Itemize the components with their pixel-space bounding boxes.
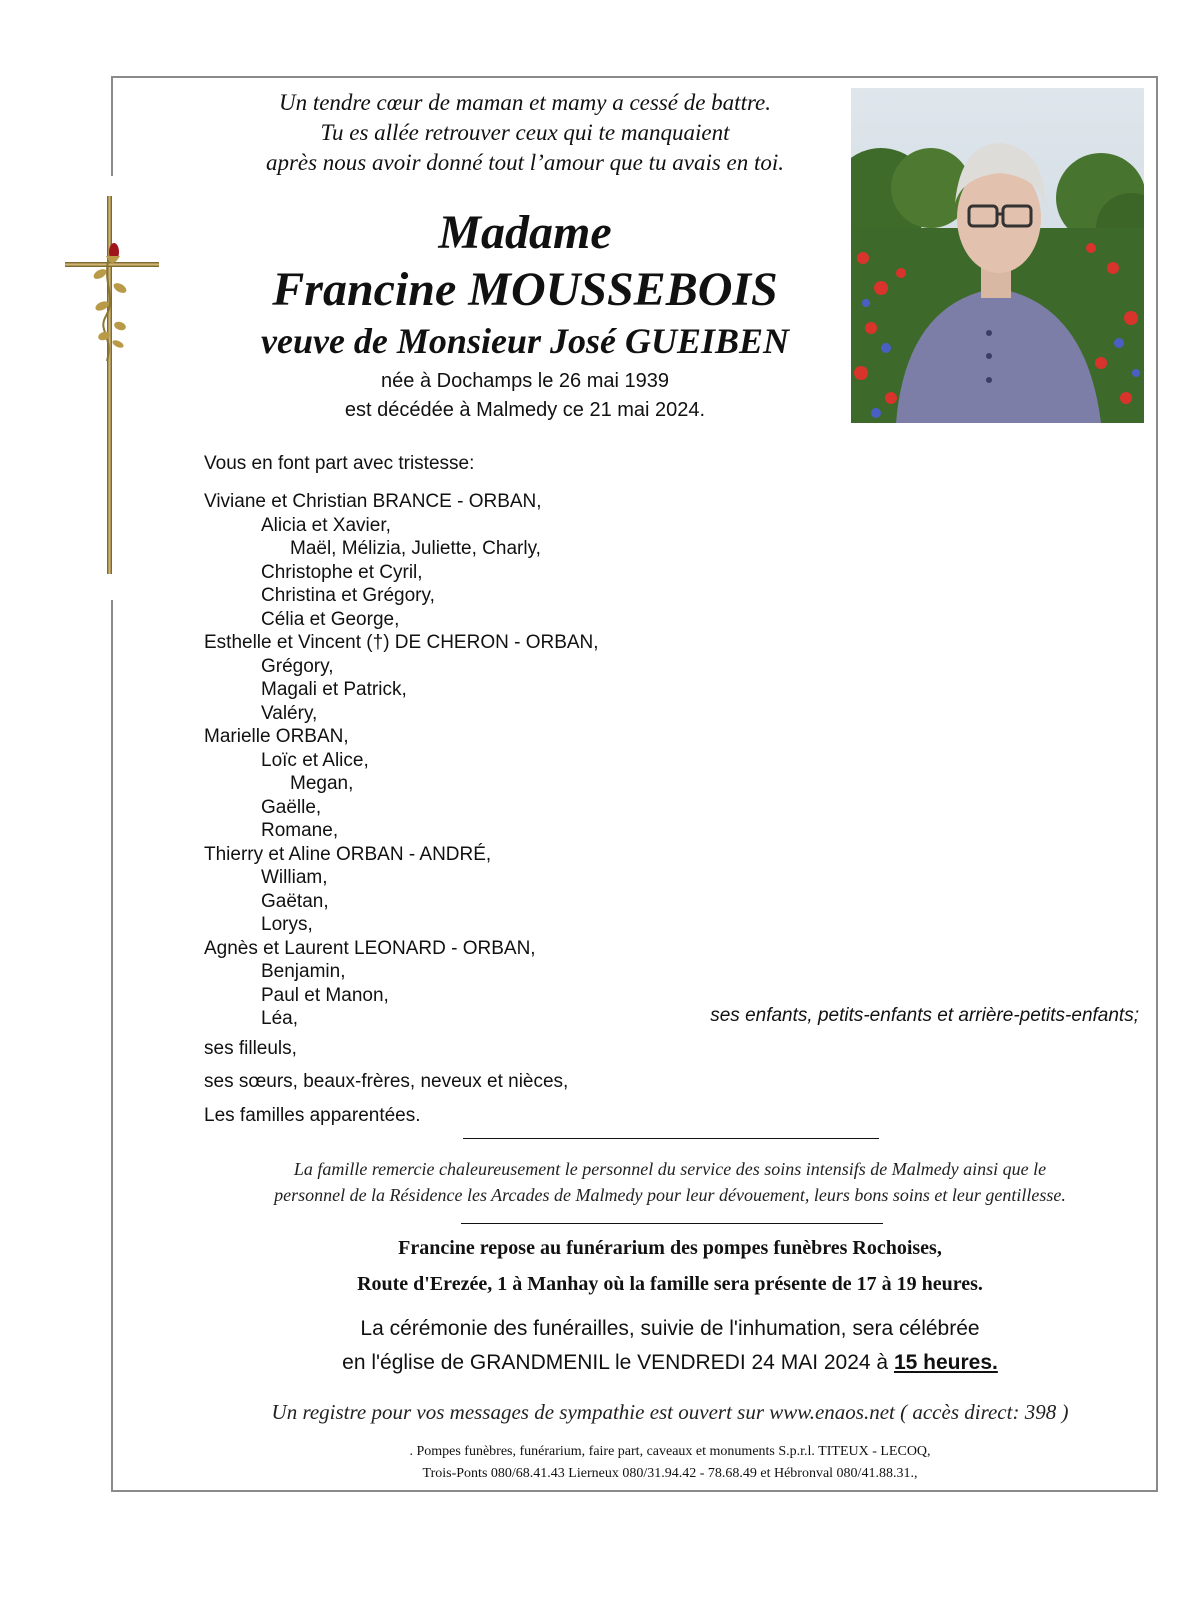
family-member-line: Maël, Mélizia, Juliette, Charly, [290, 538, 541, 559]
footer-line: . Pompes funèbres, funérarium, faire part, caveaux et monuments S.p.r.l. TITEUX - LECOQ, [409, 1444, 931, 1459]
family-member-line: Marielle ORBAN, [204, 726, 349, 747]
family-member-line: Gaëlle, [261, 796, 322, 818]
birth-line: née à Dochamps le 26 mai 1939 [381, 370, 669, 392]
family-caption: ses enfants, petits-enfants et arrière-petits-enfants; [710, 1005, 1139, 1026]
family-member-line: Loïc et Alice, [261, 749, 369, 771]
family-member-line: Gaëtan, [261, 890, 329, 912]
family-member-line: Megan, [290, 773, 354, 794]
frame-bottom-border [111, 1490, 1158, 1492]
ceremony-date-text: en l'église de GRANDMENIL le VENDREDI 24 MAI 2024 à [342, 1351, 894, 1374]
widow-of: veuve de Monsieur José GUEIBEN [261, 321, 789, 361]
family-member-line: Romane, [261, 820, 339, 841]
poem-line: Tu es allée retrouver ceux qui te manquaient [320, 120, 730, 145]
extra-line-siblings: ses sœurs, beaux-frères, neveux et nièces, [204, 1071, 569, 1092]
family-list [204, 490, 599, 1031]
family-member-line: Magali et Patrick, [261, 679, 407, 700]
family-member-line: Benjamin, [261, 961, 346, 982]
portrait-photo [851, 88, 1144, 423]
thanks-text [170, 1156, 1170, 1208]
family-member-line: Alicia et Xavier, [261, 514, 391, 536]
frame-left-border-top [111, 76, 113, 176]
dates [200, 367, 850, 425]
family-member-line: Paul et Manon, [261, 984, 389, 1006]
family-member-line: Viviane et Christian BRANCE - ORBAN, [204, 491, 542, 512]
death-line: est décédée à Malmedy ce 21 mai 2024. [344, 399, 706, 421]
cross-with-rose-icon [62, 196, 162, 576]
deceased-name-block [170, 205, 880, 363]
ceremony-line: La cérémonie des funérailles, suivie de l'inhumation, sera célébrée [360, 1317, 980, 1340]
poem [200, 88, 850, 178]
divider [461, 1223, 883, 1224]
family-member-line: William, [261, 867, 328, 888]
family-member-line: Célia et George, [261, 608, 400, 630]
frame-left-border-bottom [111, 600, 113, 1492]
family-member-line: Léa, [261, 1008, 298, 1029]
footer-line: Trois-Ponts 080/68.41.43 Lierneux 080/31.94.42 - 78.68.49 et Hébronval 080/41.88.31., [422, 1466, 918, 1481]
family-member-line: Thierry et Aline ORBAN - ANDRÉ, [204, 843, 492, 865]
condolence-register-text: Un registre pour vos messages de sympathie est ouvert sur www.enaos.net ( accès direct: 398 ) [271, 1400, 1069, 1424]
ceremony-hour: 15 heures. [893, 1351, 998, 1374]
ceremony-line [170, 1346, 1170, 1380]
poem-line: Un tendre cœur de maman et mamy a cessé de battre. [278, 90, 772, 115]
title: Madame [438, 206, 612, 259]
funerarium-line: Francine repose au funérarium des pompes funèbres Rochoises, [398, 1237, 942, 1259]
family-member-line: Lorys, [261, 914, 313, 935]
funerarium-info [170, 1230, 1170, 1302]
family-member-line: Christophe et Cyril, [261, 561, 423, 583]
family-member-line: Esthelle et Vincent (†) DE CHERON - ORBAN, [204, 632, 599, 653]
thanks-line: personnel de la Résidence les Arcades de Malmedy pour leur dévouement, leurs bons soins et leur gentillesse. [274, 1185, 1066, 1205]
thanks-line: La famille remercie chaleureusement le personnel du service des soins intensifs de Malmedy ainsi que le [293, 1159, 1047, 1179]
frame-top-border [111, 76, 1158, 78]
family-member-line: Agnès et Laurent LEONARD - ORBAN, [204, 937, 536, 959]
intro-text: Vous en font part avec tristesse: [204, 453, 475, 474]
deceased-name: Francine MOUSSEBOIS [272, 263, 778, 316]
family-member-line: Christina et Grégory, [261, 585, 435, 606]
ceremony-info [170, 1312, 1170, 1380]
funerarium-line: Route d'Erezée, 1 à Manhay où la famille sera présente de 17 à 19 heures. [357, 1273, 983, 1295]
poem-line: après nous avoir donné tout l’amour que tu avais en toi. [265, 150, 785, 175]
family-member-line: Valéry, [261, 702, 318, 724]
divider [463, 1138, 879, 1139]
family-member-line: Grégory, [261, 655, 334, 677]
extra-line-families: Les familles apparentées. [204, 1105, 421, 1126]
extra-line-godchildren: ses filleuls, [204, 1038, 297, 1059]
funeral-home-footer [170, 1441, 1170, 1485]
